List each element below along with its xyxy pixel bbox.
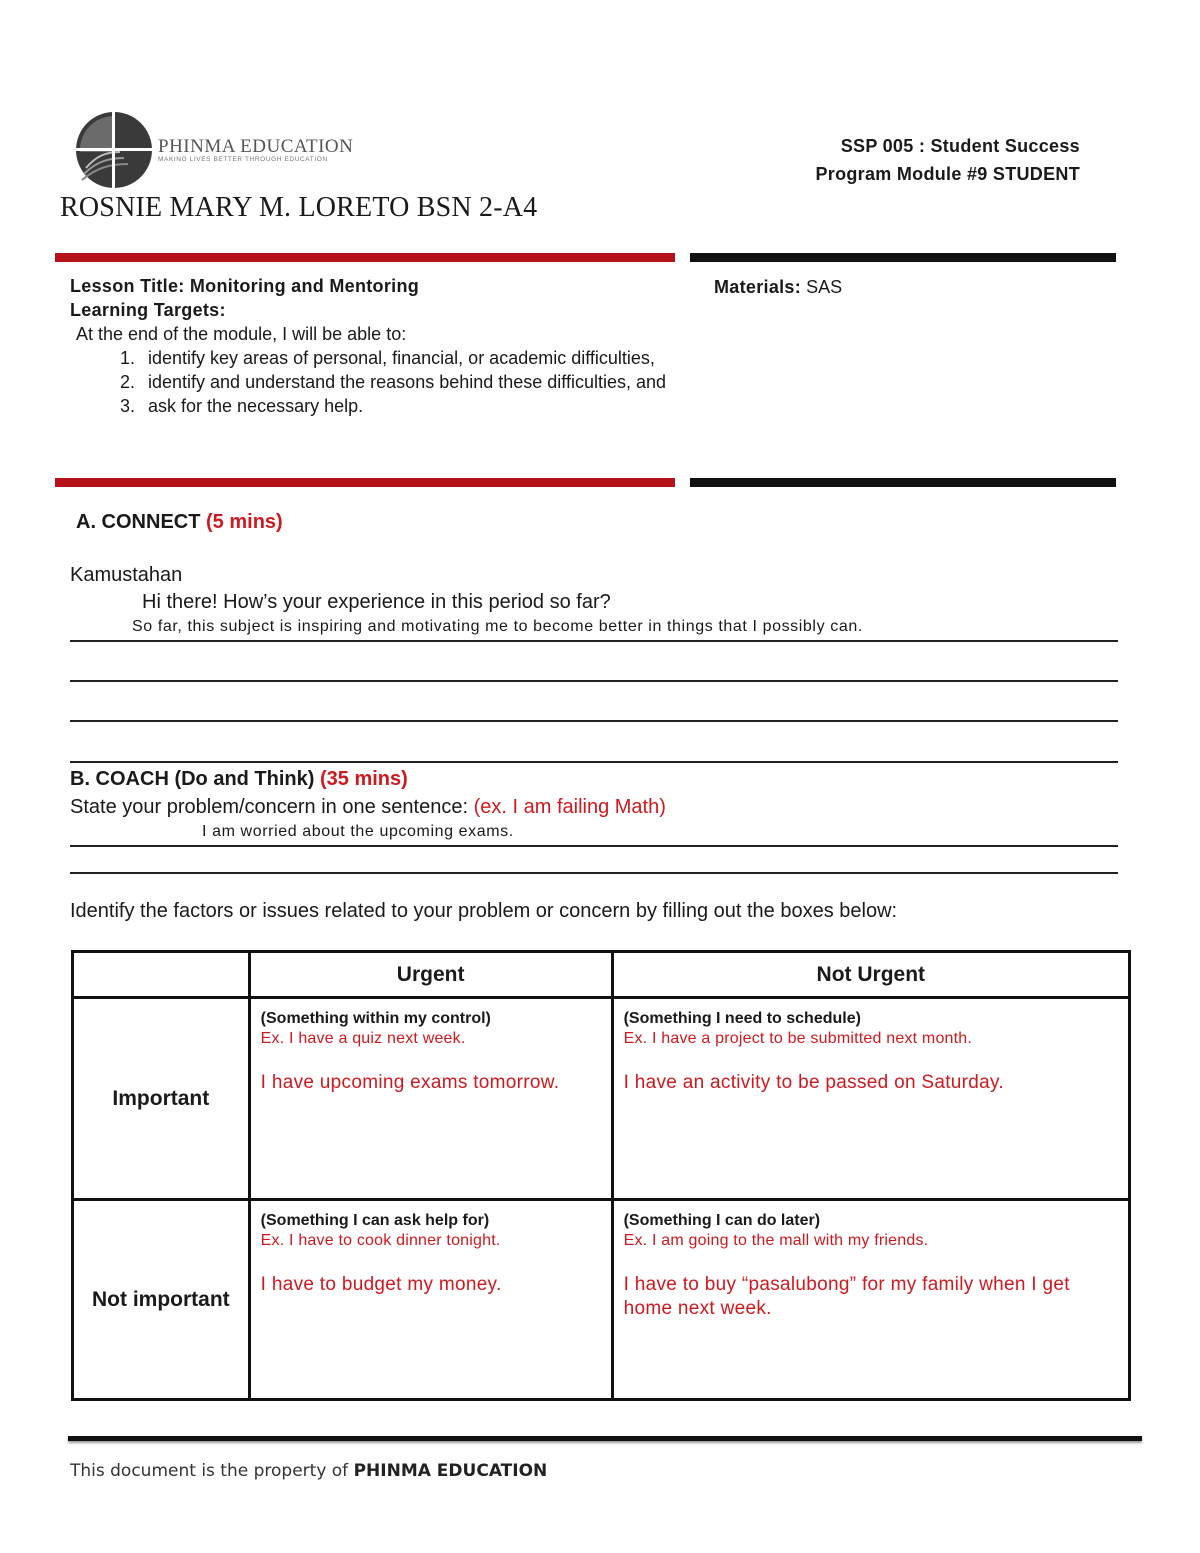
matrix-cell — [612, 1200, 1129, 1400]
target-item: 1. identify key areas of personal, financial, or academic difficulties, — [140, 346, 670, 370]
top-red-bar — [55, 253, 675, 262]
coach-heading — [70, 768, 408, 791]
target-item: 2. identify and understand the reasons behind these difficulties, and — [140, 370, 670, 394]
student-name: ROSNIE MARY M. LORETO BSN 2-A4 — [60, 192, 538, 223]
cell-example: Ex. I have a project to be submitted next month. — [623, 1030, 973, 1047]
matrix-cell — [249, 1200, 612, 1400]
materials-value: SAS — [806, 277, 843, 297]
matrix-row-header: Important — [73, 998, 250, 1200]
lesson-block — [70, 274, 670, 418]
cell-caption: (Something I can do later) — [623, 1212, 821, 1229]
cell-caption: (Something I need to schedule) — [623, 1010, 861, 1027]
matrix-corner-cell — [73, 952, 250, 998]
lesson-title: Lesson Title: Monitoring and Mentoring — [70, 276, 420, 296]
targets-list — [140, 346, 670, 418]
coach-title: B. COACH (Do and Think) — [70, 768, 315, 790]
materials — [714, 277, 842, 298]
targets-intro: At the end of the module, I will be able to: — [76, 324, 407, 344]
matrix-cell — [249, 998, 612, 1200]
top-black-bar — [690, 253, 1116, 262]
answer-line — [70, 872, 1118, 874]
coach-prompt-example: (ex. I am failing Math) — [473, 796, 666, 818]
connect-heading — [76, 511, 283, 534]
matrix-col-header: Urgent — [249, 952, 612, 998]
matrix-col-header: Not Urgent — [612, 952, 1129, 998]
footer-text: This document is the property of — [70, 1461, 349, 1481]
cell-caption: (Something I can ask help for) — [260, 1212, 490, 1229]
target-item: 3. ask for the necessary help. — [140, 394, 670, 418]
coach-prompt-text: State your problem/concern in one sentence: — [70, 796, 469, 818]
logo-tagline: MAKING LIVES BETTER THROUGH EDUCATION — [158, 156, 328, 163]
cell-example: Ex. I have a quiz next week. — [260, 1030, 466, 1047]
priority-matrix — [71, 950, 1131, 1401]
coach-time: (35 mins) — [320, 768, 408, 790]
connect-question: Hi there! How’s your experience in this period so far? — [142, 591, 611, 613]
cell-answer: I have an activity to be passed on Saturday. — [623, 1072, 1004, 1093]
course-line-1: SSP 005 : Student Success — [840, 136, 1080, 156]
connect-answer: So far, this subject is inspiring and motivating me to become better in things that I possibly can. — [132, 618, 863, 635]
cell-answer: I have to budget my money. — [260, 1274, 502, 1295]
answer-line — [70, 640, 1118, 642]
footer-divider — [68, 1436, 1142, 1441]
answer-line — [70, 720, 1118, 722]
matrix-row — [73, 1200, 1130, 1400]
cell-caption: (Something within my control) — [260, 1010, 491, 1027]
learning-targets-label: Learning Targets: — [70, 300, 226, 320]
answer-line — [70, 761, 1118, 763]
course-line-2: Program Module #9 STUDENT — [815, 164, 1080, 184]
coach-prompt — [70, 796, 666, 819]
cell-example: Ex. I am going to the mall with my friends. — [623, 1232, 929, 1249]
matrix-row — [73, 998, 1130, 1200]
matrix-instruction: Identify the factors or issues related to your problem or concern by filling out the boxes below: — [70, 900, 898, 922]
connect-time: (5 mins) — [206, 511, 283, 533]
footer-notice — [70, 1461, 547, 1481]
matrix-cell — [612, 998, 1129, 1200]
bottom-black-bar — [690, 478, 1116, 487]
materials-label: Materials: — [714, 277, 802, 297]
connect-title: A. CONNECT — [76, 511, 201, 533]
answer-line — [70, 845, 1118, 847]
cell-answer: I have upcoming exams tomorrow. — [260, 1072, 560, 1093]
logo-wordmark: PHINMA EDUCATION — [158, 136, 354, 157]
cell-example: Ex. I have to cook dinner tonight. — [260, 1232, 501, 1249]
coach-answer: I am worried about the upcoming exams. — [202, 823, 514, 840]
answer-line — [70, 680, 1118, 682]
bottom-red-bar — [55, 478, 675, 487]
course-title — [700, 132, 1080, 188]
matrix-header-row — [73, 952, 1130, 998]
footer-owner: PHINMA EDUCATION — [353, 1461, 548, 1481]
cell-answer: I have to buy “pasalubong” for my family when I get home next week. — [623, 1274, 1070, 1319]
connect-subheading: Kamustahan — [70, 564, 183, 586]
matrix-row-header: Not important — [73, 1200, 250, 1400]
